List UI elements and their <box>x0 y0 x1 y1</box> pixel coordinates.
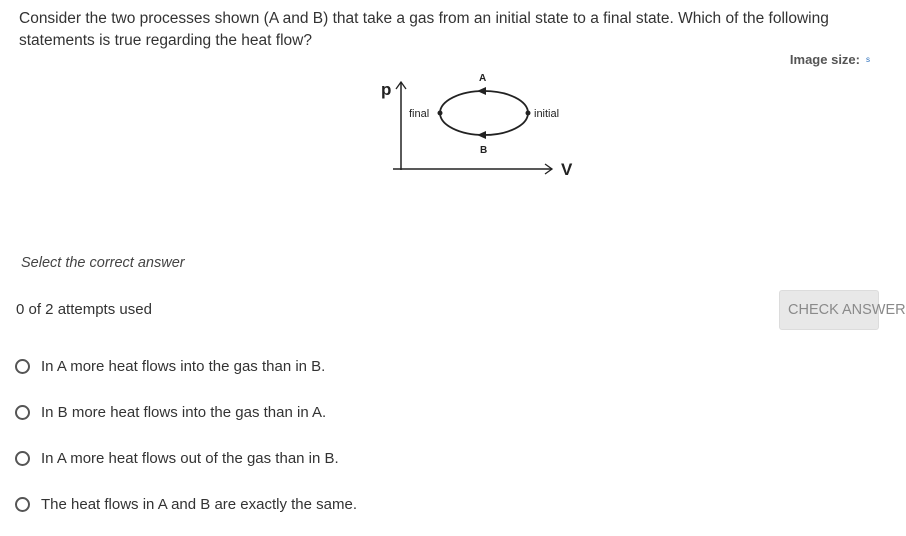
answer-option-3[interactable] <box>15 444 615 472</box>
p-axis-label: p <box>381 80 392 99</box>
radio-icon[interactable] <box>15 451 30 466</box>
image-size-control <box>790 52 871 67</box>
image-size-option[interactable]: s <box>866 55 870 64</box>
check-answer-button[interactable]: CHECK ANSWER <box>779 290 879 330</box>
initial-state-label: initial <box>534 108 560 120</box>
final-state-label: final <box>409 108 430 120</box>
pv-diagram <box>360 66 600 186</box>
path-a-label: A <box>479 73 487 84</box>
image-size-label: Image size: <box>789 52 860 67</box>
answer-options <box>15 352 615 536</box>
answer-option-label: In A more heat flows into the gas than in B. <box>41 357 326 375</box>
radio-icon[interactable] <box>15 497 30 512</box>
v-axis-label: V <box>561 160 573 179</box>
select-answer-hint: Select the correct answer <box>21 255 185 271</box>
answer-option-4[interactable] <box>15 490 615 518</box>
radio-icon[interactable] <box>15 359 30 374</box>
path-a-direction-arrow <box>477 87 486 95</box>
question-text: Consider the two processes shown (A and B) that take a gas from an initial state to a final state. Which of the following statements is true regarding the heat flow? <box>19 10 829 49</box>
process-cycle-ellipse <box>440 91 528 135</box>
radio-icon[interactable] <box>15 405 30 420</box>
answer-option-1[interactable] <box>15 352 615 380</box>
attempts-counter: 0 of 2 attempts used <box>16 301 152 318</box>
path-b-label: B <box>480 145 488 156</box>
answer-option-2[interactable] <box>15 398 615 426</box>
initial-state-point <box>526 111 531 116</box>
answer-option-label: In B more heat flows into the gas than in A. <box>41 403 327 421</box>
final-state-point <box>438 111 443 116</box>
path-b-direction-arrow <box>477 131 486 139</box>
answer-option-label: The heat flows in A and B are exactly the same. <box>41 495 358 513</box>
answer-option-label: In A more heat flows out of the gas than in B. <box>41 449 339 467</box>
